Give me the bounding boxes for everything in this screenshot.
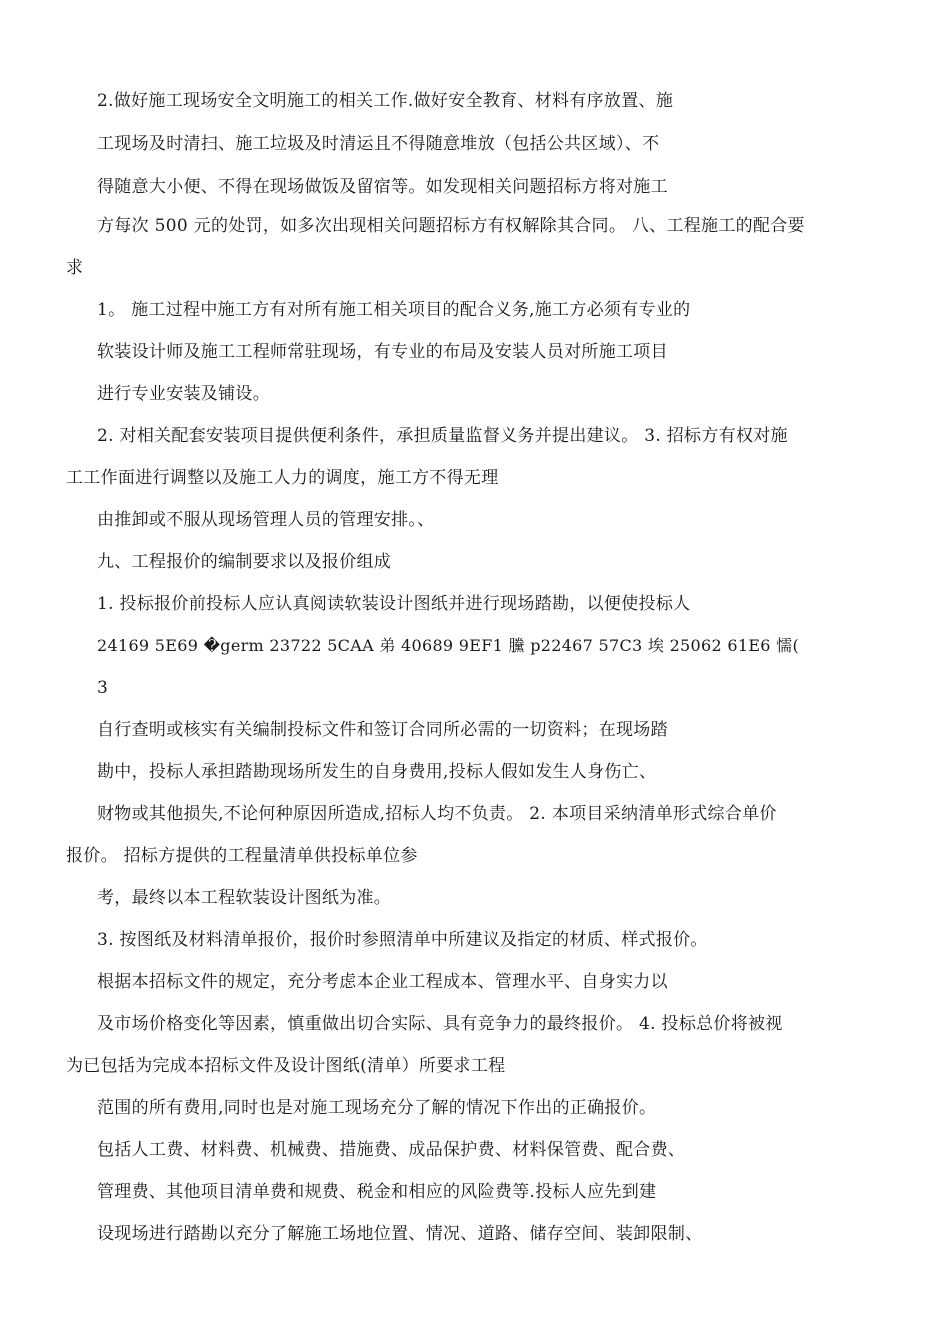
text-line: 自行查明或核实有关编制投标文件和签订合同所必需的一切资料；在现场踏	[97, 720, 668, 740]
text-line: 3	[97, 678, 109, 698]
text-line: 得随意大小便、不得在现场做饭及留宿等。如发现相关问题招标方将对施工	[97, 177, 668, 197]
text-line: 1。 施工过程中施工方有对所有施工相关项目的配合义务,施工方必须有专业的	[97, 300, 691, 320]
text-line: 求	[66, 258, 84, 278]
text-line: 九、工程报价的编制要求以及报价组成	[97, 552, 392, 572]
text-line: 管理费、其他项目清单费和规费、税金和相应的风险费等.投标人应先到建	[97, 1182, 657, 1202]
text-line: 软装设计师及施工工程师常驻现场，有专业的布局及安装人员对所施工项目	[97, 342, 668, 362]
text-line: 2. 对相关配套安装项目提供便利条件，承担质量监督义务并提出建议。 3. 招标方有权对施	[97, 426, 788, 446]
text-line: 及市场价格变化等因素，慎重做出切合实际、具有竞争力的最终报价。 4. 投标总价将被视	[97, 1014, 783, 1034]
text-line: 2.做好施工现场安全文明施工的相关工作.做好安全教育、材料有序放置、施	[97, 91, 674, 111]
text-line: 报价。 招标方提供的工程量清单供投标单位参	[66, 846, 418, 866]
text-line: 勘中，投标人承担踏勘现场所发生的自身费用,投标人假如发生人身伤亡、	[97, 762, 657, 782]
text-line: 设现场进行踏勘以充分了解施工场地位置、情况、道路、储存空间、装卸限制、	[97, 1224, 703, 1244]
text-line: 为已包括为完成本招标文件及设计图纸(清单）所要求工程	[66, 1056, 506, 1076]
text-line: 根据本招标文件的规定，充分考虑本企业工程成本、管理水平、自身实力以	[97, 972, 668, 992]
text-line: 考，最终以本工程软装设计图纸为准。	[97, 888, 392, 908]
text-line: 3. 按图纸及材料清单报价，报价时参照清单中所建议及指定的材质、样式报价。	[97, 930, 708, 950]
text-line: 工工作面进行调整以及施工人力的调度，施工方不得无理	[66, 468, 499, 488]
text-line: 财物或其他损失,不论何种原因所造成,招标人均不负责。 2. 本项目采纳清单形式综合单价	[97, 804, 777, 824]
text-line: 进行专业安装及铺设。	[97, 384, 270, 404]
text-line: 24169 5E69 �germ 23722 5CAA 弟 40689 9EF1 黱 p22467 57C3 埃 25062 61E6 懦(	[97, 636, 800, 655]
text-line: 方每次 500 元的处罚，如多次出现相关问题招标方有权解除其合同。 八、工程施工的配合要	[97, 216, 805, 236]
text-line: 包括人工费、材料费、机械费、措施费、成品保护费、材料保管费、配合费、	[97, 1140, 686, 1160]
text-line: 范围的所有费用,同时也是对施工现场充分了解的情况下作出的正确报价。	[97, 1098, 657, 1118]
text-line: 工现场及时清扫、施工垃圾及时清运且不得随意堆放（包括公共区域）、不	[97, 134, 660, 154]
text-line: 1. 投标报价前投标人应认真阅读软装设计图纸并进行现场踏勘，以便使投标人	[97, 594, 691, 614]
text-line: 由推卸或不服从现场管理人员的管理安排。、	[97, 510, 435, 530]
